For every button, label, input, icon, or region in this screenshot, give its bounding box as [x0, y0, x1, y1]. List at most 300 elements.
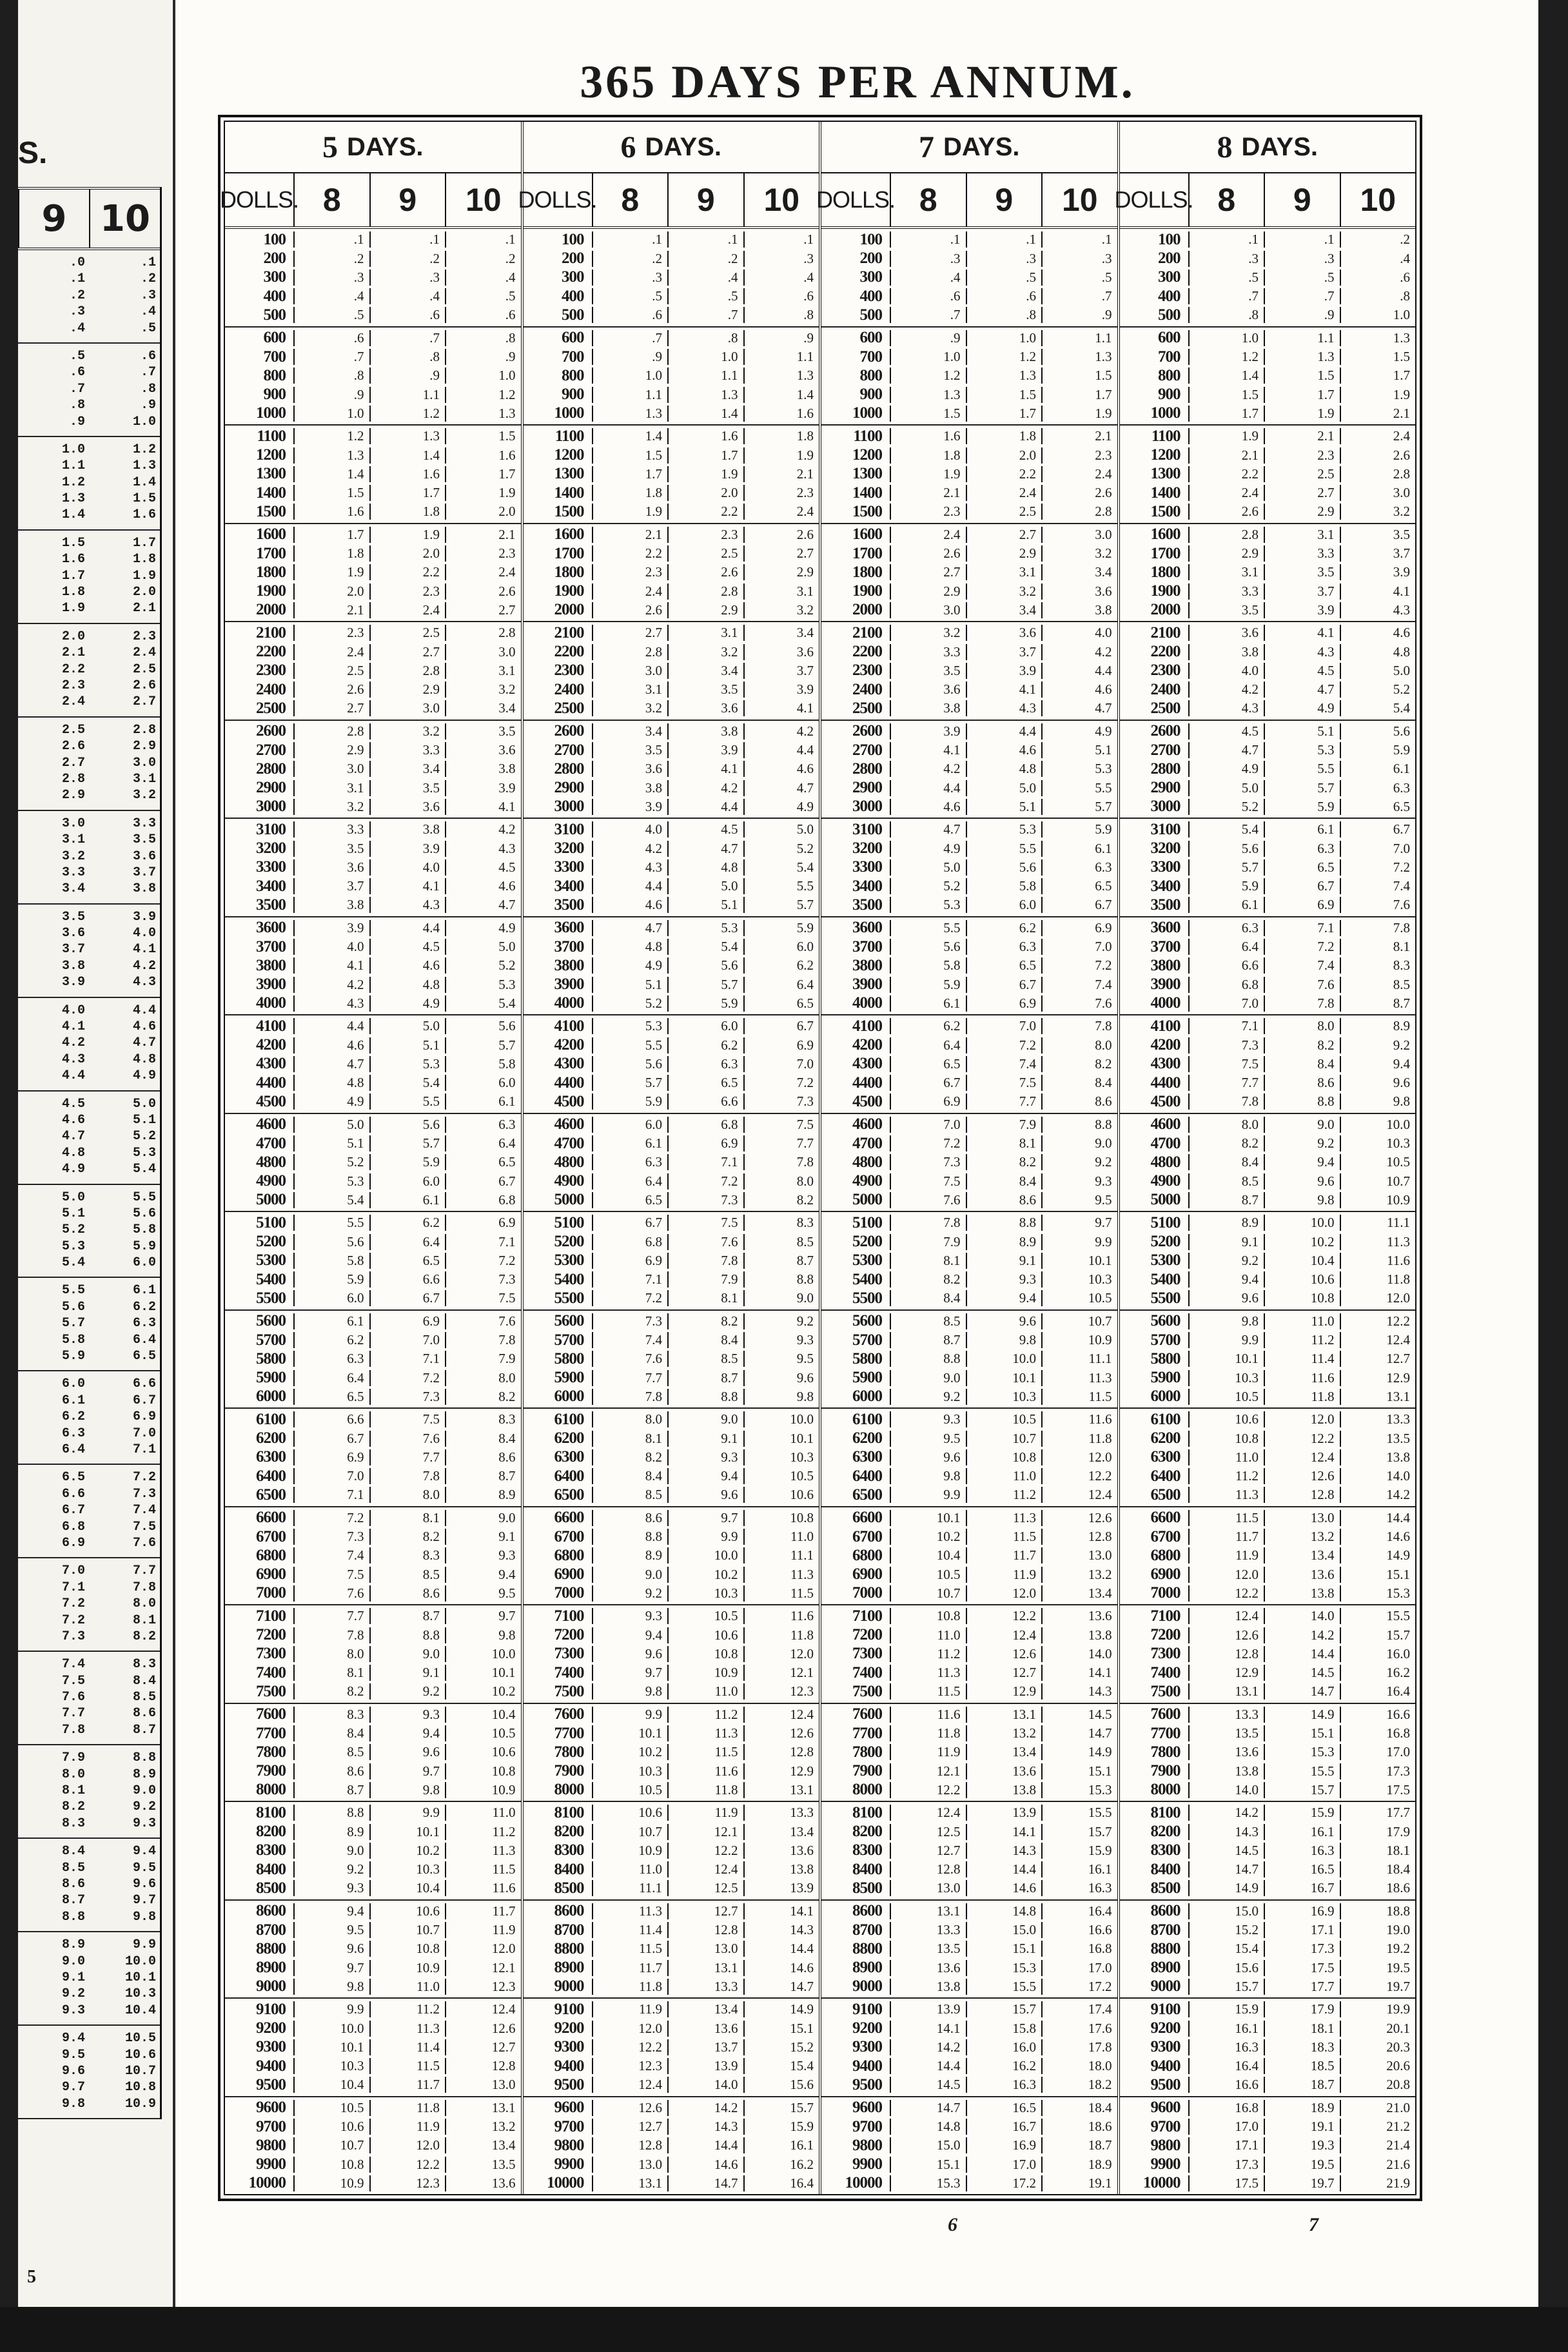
interest-cell: 5.0 [743, 821, 819, 838]
interest-cell: 6.0 [592, 1117, 668, 1133]
interest-cell: 3.6 [369, 799, 446, 815]
interest-cell: 10.3 [667, 1585, 743, 1602]
interest-cell: 7.7 [369, 1449, 446, 1465]
previous-interest-cell: 1.6 [61, 552, 85, 567]
previous-interest-cell: .3 [140, 288, 156, 303]
interest-cell: 6.0 [743, 939, 819, 955]
interest-cell: 13.2 [1041, 1567, 1117, 1583]
row-group [524, 524, 819, 623]
interest-cell: 14.4 [966, 1861, 1042, 1877]
previous-table-row [18, 849, 160, 865]
interest-cell: 13.4 [743, 1824, 819, 1840]
interest-cell: 3.9 [743, 681, 819, 698]
table-row [225, 602, 521, 618]
table-row [225, 700, 521, 716]
principal-cell: 9400 [1150, 2057, 1181, 2075]
table-row [524, 1332, 819, 1348]
table-row [1120, 1431, 1416, 1447]
interest-cell: 9.8 [1340, 1093, 1416, 1110]
interest-cell: 7.4 [1340, 878, 1416, 894]
interest-cell: 5.4 [667, 939, 743, 955]
previous-table-row [18, 415, 160, 431]
row-group [1120, 1901, 1416, 1999]
interest-cell: 5.6 [592, 1056, 668, 1072]
interest-cell: 8.6 [1041, 1093, 1117, 1110]
previous-interest-cell: 7.2 [61, 1596, 85, 1612]
interest-cell: 3.1 [667, 625, 743, 641]
interest-cell: 9.4 [1340, 1056, 1416, 1072]
table-row [821, 583, 1117, 600]
interest-cell: .4 [369, 288, 446, 304]
table-row [225, 545, 521, 562]
interest-cell: 8.2 [445, 1389, 521, 1405]
interest-cell: 16.8 [1188, 2100, 1264, 2116]
interest-cell: 8.2 [1041, 1056, 1117, 1072]
table-row [524, 1861, 819, 1877]
interest-cell: 10.3 [369, 1861, 446, 1877]
principal-cell: 9400 [256, 2057, 286, 2075]
interest-cell: 11.5 [966, 1529, 1042, 1545]
interest-cell: 3.8 [667, 723, 743, 740]
page-number-left: 6 [948, 2214, 957, 2235]
interest-cell: 10.0 [1340, 1117, 1416, 1133]
table-row [225, 307, 521, 323]
principal-cell: 2200 [852, 643, 882, 660]
interest-cell: 13.1 [890, 1903, 966, 1919]
interest-cell: 3.2 [592, 700, 668, 716]
interest-cell: 6.3 [1340, 780, 1416, 796]
interest-cell: 14.0 [1340, 1468, 1416, 1484]
principal-cell: 1800 [554, 563, 584, 581]
interest-cell: 4.1 [1264, 625, 1340, 641]
principal-cell: 3400 [1150, 877, 1181, 895]
interest-cell: 14.4 [743, 1941, 819, 1957]
principal-cell: 1800 [256, 563, 286, 581]
principal-cell: 6700 [256, 1527, 286, 1545]
principal-cell: 5100 [554, 1213, 584, 1231]
interest-cell: 13.6 [445, 2175, 521, 2191]
interest-cell: 9.0 [890, 1370, 966, 1386]
previous-interest-cell: .5 [140, 320, 156, 336]
principal-cell: 3900 [256, 975, 286, 993]
interest-cell: 2.8 [369, 663, 446, 679]
interest-cell: .7 [1188, 288, 1264, 304]
interest-cell: 17.2 [966, 2175, 1042, 2191]
interest-cell: 18.4 [1041, 2100, 1117, 2116]
interest-cell: 9.4 [1188, 1271, 1264, 1288]
interest-cell: 13.6 [1188, 1744, 1264, 1760]
interest-cell: 10.0 [1264, 1215, 1340, 1231]
interest-cell: 10.6 [1264, 1271, 1340, 1288]
interest-cell: 14.2 [667, 2100, 743, 2116]
interest-cell: 8.7 [445, 1468, 521, 1484]
principal-cell: 9300 [554, 2038, 584, 2056]
previous-table-row [18, 1190, 160, 1206]
principal-cell: 1300 [1150, 465, 1181, 483]
interest-cell: 18.7 [1041, 2137, 1117, 2153]
interest-cell: 1.0 [667, 349, 743, 365]
interest-cell: 12.2 [369, 2157, 446, 2173]
column-headers [518, 173, 819, 229]
interest-cell: 11.0 [667, 1683, 743, 1700]
interest-cell: 10.8 [1188, 1431, 1264, 1447]
interest-cell: 8.7 [293, 1782, 369, 1798]
principal-cell: 4800 [256, 1153, 286, 1171]
interest-cell: 5.6 [445, 1018, 521, 1034]
table-body [225, 229, 521, 2194]
table-row [225, 1529, 521, 1545]
interest-cell: 1.3 [369, 428, 446, 444]
interest-cell: 6.1 [445, 1093, 521, 1110]
interest-cell: 4.4 [743, 742, 819, 758]
interest-cell: 10.8 [890, 1608, 966, 1624]
interest-cell: 6.9 [369, 1313, 446, 1329]
principal-cell: 8100 [554, 1803, 584, 1821]
table-row [821, 1608, 1117, 1624]
interest-cell: 2.5 [293, 663, 369, 679]
row-group [524, 1704, 819, 1803]
table-row [524, 1389, 819, 1405]
previous-interest-cell: 6.3 [132, 1316, 156, 1331]
interest-cell: 1.1 [743, 349, 819, 365]
table-row [821, 1056, 1117, 1072]
interest-cell: 1.8 [966, 428, 1042, 444]
table-row [821, 625, 1117, 641]
table-row [524, 1725, 819, 1741]
table-row [821, 1880, 1117, 1896]
previous-interest-cell: .9 [140, 398, 156, 413]
interest-cell: 4.4 [592, 878, 668, 894]
principal-cell: 9800 [554, 2136, 584, 2154]
table-row [524, 1449, 819, 1465]
interest-cell: 3.8 [1188, 644, 1264, 660]
table-row [1120, 1075, 1416, 1091]
interest-cell: 5.1 [1041, 742, 1117, 758]
interest-cell: 15.4 [1188, 1941, 1264, 1957]
interest-cell: 13.1 [667, 1960, 743, 1976]
interest-cell: 5.7 [1041, 799, 1117, 815]
principal-cell: 6600 [256, 1509, 286, 1527]
previous-interest-cell: 8.4 [61, 1844, 85, 1859]
previous-table-row [18, 601, 160, 617]
table-row [1120, 939, 1416, 955]
interest-cell: 19.7 [1264, 2175, 1340, 2191]
interest-cell: 5.9 [293, 1271, 369, 1288]
table-row [1120, 1646, 1416, 1662]
previous-table-row [18, 536, 160, 552]
interest-cell: 8.6 [369, 1585, 446, 1602]
principal-cell: 500 [859, 306, 882, 324]
interest-cell: 14.1 [743, 1903, 819, 1919]
principal-cell: 10000 [845, 2174, 882, 2192]
interest-cell: 7.3 [743, 1093, 819, 1110]
previous-interest-cell: 9.1 [61, 1970, 85, 1985]
interest-cell: 4.7 [1264, 681, 1340, 698]
previous-table-row [18, 1146, 160, 1162]
interest-cell: 11.3 [890, 1665, 966, 1681]
table-row [821, 466, 1117, 482]
previous-interest-cell: 6.8 [61, 1519, 85, 1534]
interest-cell: 13.9 [966, 1805, 1042, 1821]
principal-cell: 7700 [554, 1724, 584, 1742]
table-row [225, 1056, 521, 1072]
interest-cell: 8.7 [1188, 1192, 1264, 1208]
table-row [524, 878, 819, 894]
scan-border-bottom [0, 2307, 1568, 2352]
interest-cell: 4.7 [667, 841, 743, 857]
previous-interest-cell: .6 [140, 348, 156, 364]
principal-cell: 1200 [554, 446, 584, 464]
table-row [225, 1941, 521, 1957]
interest-cell: 1.0 [1188, 330, 1264, 346]
interest-cell: 6.9 [890, 1093, 966, 1110]
table-row [1120, 1782, 1416, 1798]
interest-cell: 8.1 [592, 1431, 668, 1447]
principal-cell: 2300 [852, 662, 882, 680]
table-row [524, 1665, 819, 1681]
table-row [225, 977, 521, 993]
table-row [524, 1646, 819, 1662]
interest-cell: 13.2 [1264, 1529, 1340, 1545]
interest-cell: 9.6 [743, 1370, 819, 1386]
table-row [225, 841, 521, 857]
interest-cell: 12.8 [592, 2137, 668, 2153]
previous-table-row [18, 1536, 160, 1552]
interest-cell: 19.7 [1340, 1979, 1416, 1995]
interest-cell: 5.7 [1264, 780, 1340, 796]
interest-cell: 12.1 [890, 1763, 966, 1779]
previous-interest-cell: 1.5 [132, 491, 156, 507]
interest-cell: 14.4 [890, 2058, 966, 2074]
previous-interest-cell: 2.9 [61, 788, 85, 803]
row-group [821, 819, 1117, 917]
interest-cell: 6.5 [890, 1056, 966, 1072]
row-group [524, 328, 819, 426]
interest-cell: 15.6 [1188, 1960, 1264, 1976]
interest-cell: 1.8 [890, 447, 966, 464]
table-row [524, 1608, 819, 1624]
previous-interest-cell: 5.3 [61, 1239, 85, 1254]
principal-cell: 7500 [256, 1682, 286, 1700]
interest-cell: 5.3 [1264, 742, 1340, 758]
table-row [225, 723, 521, 740]
table-row [1120, 466, 1416, 482]
principal-cell: 2600 [554, 722, 584, 740]
interest-cell: 2.2 [592, 545, 668, 562]
table-row [821, 1646, 1117, 1662]
table-row [225, 2077, 521, 2093]
days-number: 5 [322, 130, 338, 164]
interest-cell: 8.8 [890, 1351, 966, 1367]
previous-table-row [18, 694, 160, 710]
previous-interest-cell: 4.6 [61, 1112, 85, 1128]
interest-cell: 16.7 [966, 2119, 1042, 2135]
table-row [225, 1725, 521, 1741]
previous-row-group [18, 811, 160, 905]
interest-cell: 8.5 [667, 1351, 743, 1367]
interest-cell: 2.1 [293, 602, 369, 618]
interest-cell: 11.6 [1340, 1253, 1416, 1269]
interest-cell: 9.1 [1188, 1234, 1264, 1250]
interest-cell: 12.4 [1264, 1449, 1340, 1465]
principal-cell: 7800 [852, 1743, 882, 1761]
interest-cell: 12.8 [667, 1922, 743, 1938]
interest-cell: 5.3 [890, 897, 966, 913]
principal-cell: 2900 [852, 779, 882, 796]
interest-cell: 8.8 [743, 1271, 819, 1288]
interest-cell: 10.9 [592, 1843, 668, 1859]
principal-cell: 1600 [256, 525, 286, 544]
rate-column-header: 9 [1264, 173, 1340, 226]
previous-interest-cell: 5.1 [132, 1112, 156, 1128]
table-row [225, 1707, 521, 1723]
interest-cell: 10.2 [1264, 1234, 1340, 1250]
interest-cell: .1 [1188, 231, 1264, 248]
interest-cell: 4.1 [293, 957, 369, 974]
interest-cell: 12.4 [667, 1861, 743, 1877]
interest-cell: 13.6 [890, 1960, 966, 1976]
interest-cell: 21.6 [1340, 2157, 1416, 2173]
interest-cell: .7 [369, 330, 446, 346]
interest-cell: 12.2 [1264, 1431, 1340, 1447]
principal-cell: 8700 [1150, 1921, 1181, 1939]
interest-cell: 5.9 [890, 977, 966, 993]
row-group [524, 622, 819, 721]
interest-cell: 12.8 [890, 1861, 966, 1877]
table-row [821, 527, 1117, 543]
principal-cell: 4100 [852, 1017, 882, 1035]
interest-cell: 8.3 [1340, 957, 1416, 974]
row-group [225, 721, 521, 819]
interest-cell: 4.0 [369, 859, 446, 876]
principal-cell: 6000 [554, 1387, 584, 1406]
previous-table-row [18, 865, 160, 881]
previous-table-row [18, 942, 160, 958]
interest-cell: .4 [667, 270, 743, 286]
interest-cell: 5.5 [293, 1215, 369, 1231]
table-row [524, 700, 819, 716]
principal-cell: 8900 [1150, 1959, 1181, 1976]
previous-interest-cell: 2.3 [132, 629, 156, 644]
principal-cell: 1000 [554, 404, 584, 422]
interest-cell: 8.1 [966, 1135, 1042, 1152]
interest-cell: 10.3 [1188, 1370, 1264, 1386]
previous-table-row [18, 788, 160, 804]
principal-cell: 600 [1158, 329, 1181, 347]
interest-cell: 14.9 [1041, 1744, 1117, 1760]
principal-cell: 9100 [554, 2000, 584, 2018]
table-row [524, 920, 819, 936]
principal-cell: 7300 [256, 1645, 286, 1663]
interest-cell: 4.3 [1340, 602, 1416, 618]
principal-cell: 6800 [554, 1546, 584, 1564]
interest-cell: 13.5 [1188, 1725, 1264, 1741]
table-row [821, 1018, 1117, 1034]
previous-interest-cell: 3.8 [61, 958, 85, 974]
principal-cell: 5600 [852, 1312, 882, 1330]
previous-table-row [18, 975, 160, 991]
interest-cell: 11.7 [592, 1960, 668, 1976]
principal-cell: 7200 [852, 1626, 882, 1643]
row-group [1120, 1212, 1416, 1311]
interest-cell: 10.8 [369, 1941, 446, 1957]
table-row [821, 1725, 1117, 1741]
principal-cell: 7100 [554, 1607, 584, 1625]
interest-cell: 17.8 [1041, 2039, 1117, 2055]
interest-cell: 12.6 [592, 2100, 668, 2116]
interest-cell: .1 [890, 231, 966, 248]
interest-cell: 15.7 [966, 2001, 1042, 2017]
interest-cell: 8.5 [592, 1487, 668, 1503]
principal-cell: 7300 [1150, 1645, 1181, 1663]
table-row [1120, 1824, 1416, 1840]
interest-cell: 17.3 [1340, 1763, 1416, 1779]
table-row [1120, 527, 1416, 543]
table-row [524, 1154, 819, 1170]
table-row [524, 307, 819, 323]
interest-cell: 11.1 [743, 1547, 819, 1563]
interest-cell: 2.1 [890, 485, 966, 501]
table-row [1120, 1529, 1416, 1545]
interest-cell: 7.8 [293, 1627, 369, 1643]
interest-cell: 9.9 [1041, 1234, 1117, 1250]
row-group [1120, 1409, 1416, 1507]
interest-cell: 11.9 [445, 1922, 521, 1938]
interest-cell: 7.4 [966, 1056, 1042, 1072]
interest-cell: 9.8 [1264, 1192, 1340, 1208]
interest-cell: 5.2 [1188, 799, 1264, 815]
interest-cell: 14.3 [1041, 1683, 1117, 1700]
principal-cell: 6700 [554, 1527, 584, 1545]
principal-cell: 4500 [256, 1092, 286, 1110]
interest-cell: 5.4 [293, 1192, 369, 1208]
interest-cell: 9.8 [890, 1468, 966, 1484]
interest-cell: 9.2 [890, 1389, 966, 1405]
interest-cell: 10.5 [667, 1608, 743, 1624]
previous-interest-cell: 5.6 [132, 1206, 156, 1221]
interest-cell: 5.8 [445, 1056, 521, 1072]
row-group [524, 1901, 819, 1999]
table-row [821, 1763, 1117, 1779]
previous-table-row [18, 1767, 160, 1783]
row-group [225, 2097, 521, 2195]
interest-cell: 9.5 [1041, 1192, 1117, 1208]
interest-cell: 5.1 [966, 799, 1042, 815]
interest-cell: 9.0 [1041, 1135, 1117, 1152]
principal-cell: 5000 [1150, 1191, 1181, 1209]
interest-cell: 1.3 [743, 368, 819, 384]
interest-cell: 11.8 [1264, 1389, 1340, 1405]
interest-cell: 11.8 [1340, 1271, 1416, 1288]
table-row [821, 1135, 1117, 1152]
previous-table-row [18, 1300, 160, 1316]
principal-cell: 1600 [1150, 525, 1181, 544]
interest-cell: 1.7 [1340, 368, 1416, 384]
table-row [1120, 1468, 1416, 1484]
interest-cell: 8.6 [293, 1763, 369, 1779]
interest-cell: 6.8 [445, 1192, 521, 1208]
table-row [524, 2039, 819, 2055]
interest-cell: 15.3 [1041, 1782, 1117, 1798]
table-row [821, 307, 1117, 323]
interest-cell: 5.9 [1041, 821, 1117, 838]
interest-cell: 5.3 [445, 977, 521, 993]
interest-cell: 3.5 [1264, 564, 1340, 580]
interest-cell: 5.3 [592, 1018, 668, 1034]
interest-cell: 10.9 [1041, 1332, 1117, 1348]
table-row [225, 1449, 521, 1465]
interest-cell: 3.2 [445, 681, 521, 698]
